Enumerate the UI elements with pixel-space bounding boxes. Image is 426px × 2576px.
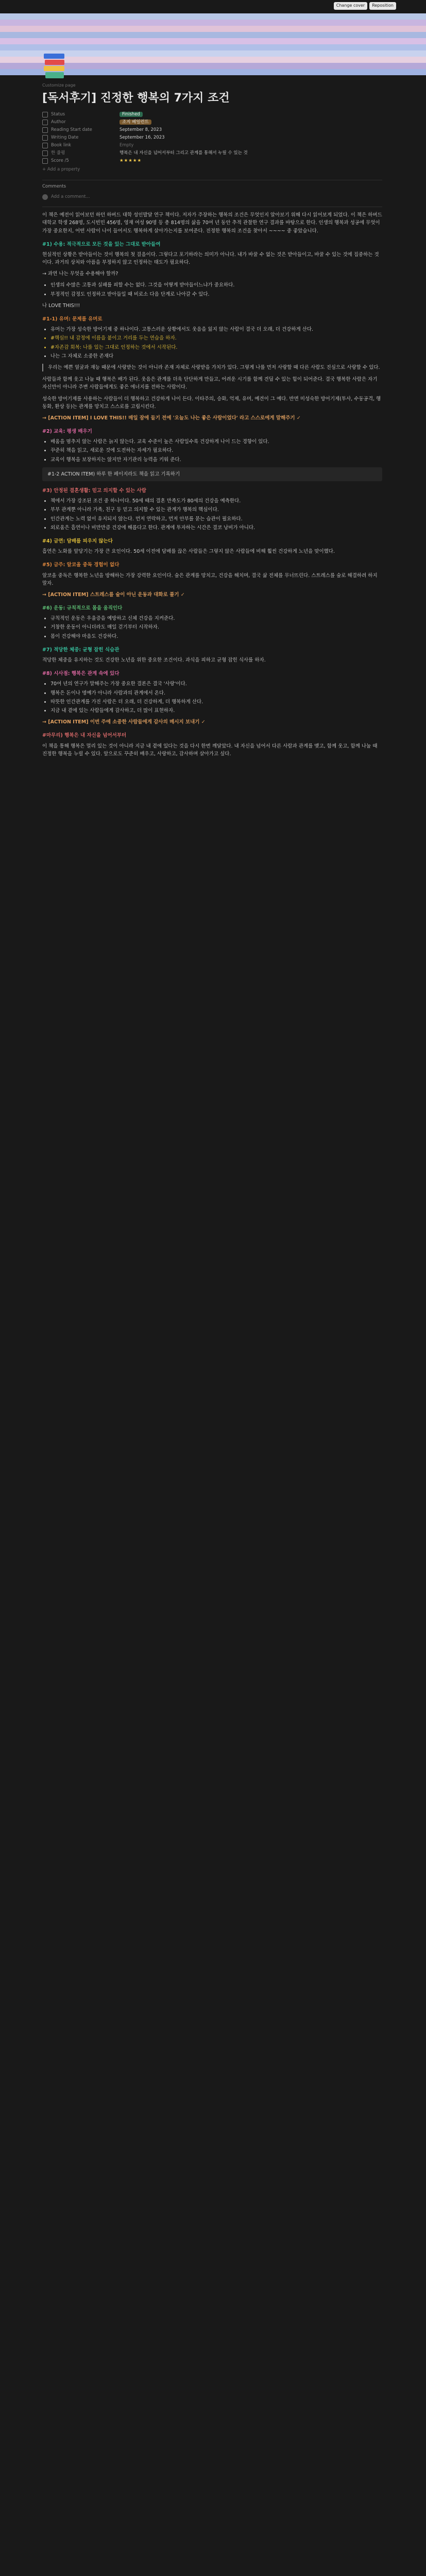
section-heading: #3) 안정된 결혼생활: 믿고 의지할 수 있는 사람: [42, 488, 146, 494]
section-heading: #7) 적당한 체중: 균형 잡힌 식습관: [42, 647, 120, 653]
bullet-list: [42, 326, 382, 360]
change-cover-button[interactable]: Change cover: [334, 2, 367, 10]
comment-placeholder: Add a comment...: [51, 194, 90, 199]
property-key-label: Reading Start date: [51, 127, 92, 133]
section-heading: #1-1) 유머: 문제를 유머로: [42, 316, 103, 323]
property-value[interactable]: [120, 134, 165, 142]
list-item: • 꾸준히 책을 읽고, 새로운 것에 도전하는 자세가 필요하다.: [50, 447, 382, 454]
paragraph: 성숙한 방어기제를 사용하는 사람들이 더 행복하고 건강하게 나이 든다. 이타주의, 승화, 억제, 유머, 예견이 그 예다. 반면 미성숙한 방어기제(투사, 수동공격, 행동화, 환상 등)는 관계를 망치고 스스로를 고립시킨다.: [42, 396, 381, 410]
list-item: • 70여 년의 연구가 말해주는 가장 중요한 결론은 결국 '사랑'이다.: [50, 680, 382, 688]
list-item: • 나는 그 자체로 소중한 존재다: [50, 352, 382, 360]
property-row[interactable]: [42, 134, 382, 142]
section-heading: #2) 교육: 평생 배우기: [42, 429, 92, 435]
list-item: • #핵심!! 내 감정에 이름을 붙이고 거리를 두는 연습을 하자.: [50, 334, 382, 342]
list-item: • 행복은 돈이나 명예가 아니라 사람과의 관계에서 온다.: [50, 689, 382, 697]
bullet-list: [42, 438, 382, 464]
list-item: • #자존감 회복: 나를 있는 그대로 인정하는 것에서 시작된다.: [50, 344, 382, 351]
action-item: → [ACTION ITEM] 이번 주에 소중한 사람들에게 감사의 메시지 보내기 ✓: [42, 719, 206, 725]
page-body: [42, 82, 382, 761]
cover-stripe: [0, 13, 426, 20]
property-value-text: September 16, 2023: [120, 135, 165, 141]
property-type-icon: [42, 150, 48, 156]
list-item: • 인간관계는 노력 없이 유지되지 않는다. 먼저 연락하고, 먼저 안부를 묻는 습관이 필요하다.: [50, 515, 382, 523]
property-type-icon: [42, 135, 48, 141]
cover-controls: [334, 2, 396, 10]
section-heading: #4) 금연: 담배를 피우지 않는다: [42, 538, 113, 544]
list-item: • 부정적인 감정도 인정하고 받아들일 때 비로소 다음 단계로 나아갈 수 있다.: [50, 291, 382, 298]
property-value[interactable]: [120, 158, 142, 165]
paragraph: 사람들과 함께 웃고 나눌 때 행복은 배가 된다. 웃음은 관계를 더욱 단단하게 만들고, 어려운 시기를 함께 견딜 수 있는 힘이 되어준다. 결국 행복한 사람은 자기 자신만이 아니라 주변 사람들에게도 좋은 에너지를 전하는 사람이다.: [42, 377, 378, 391]
property-type-icon: [42, 127, 48, 133]
add-property-button[interactable]: + Add a property: [42, 167, 80, 173]
list-item: • 거창한 운동이 아니더라도 매일 걷기부터 시작하자.: [50, 623, 382, 631]
paragraph: 흡연은 노화를 앞당기는 가장 큰 요인이다. 50세 이전에 담배를 끊은 사람들은 그렇지 않은 사람들에 비해 훨씬 건강하게 노년을 맞이했다.: [42, 549, 335, 555]
comments-heading: Comments: [42, 180, 382, 191]
customize-page-link[interactable]: Customize page: [42, 83, 76, 88]
bullet-list: [42, 615, 382, 640]
property-row[interactable]: [42, 142, 382, 149]
property-type-icon: [42, 158, 48, 164]
property-key: [42, 127, 120, 134]
property-value[interactable]: [120, 127, 162, 134]
cover-stripe: [0, 20, 426, 26]
list-item: • 지금 내 곁에 있는 사람들에게 감사하고, 더 많이 표현하자.: [50, 707, 382, 715]
quote-block: 우리는 예쁜 얼굴과 재능 때문에 사랑받는 것이 아니라 존재 자체로 사랑받을 가치가 있다. 그렇게 나를 먼저 사랑할 때 다른 사람도 진심으로 사랑할 수 있다.: [42, 364, 382, 371]
property-key: [42, 134, 120, 142]
action-item: → [ACTION ITEM] I LOVE THIS!! 매일 잠에 들기 전에 '오늘도 나는 좋은 사람이었다' 라고 스스로에게 말해주기 ✓: [42, 415, 301, 421]
list-item: • 따뜻한 인간관계를 가진 사람은 더 오래, 더 건강하게, 더 행복하게 산다.: [50, 698, 382, 706]
property-value-text: September 8, 2023: [120, 127, 162, 133]
cover-stripe: [0, 38, 426, 44]
property-key: [42, 142, 120, 149]
property-key-label: Status: [51, 112, 65, 117]
list-item: • 몸이 건강해야 마음도 건강하다.: [50, 633, 382, 640]
property-key-label: Score /5: [51, 158, 69, 164]
list-item: • 교육이 행복을 보장하지는 않지만 자기관리 능력을 키워 준다.: [50, 456, 382, 464]
section-heading: #6) 운동: 규칙적으로 몸을 움직인다: [42, 605, 123, 612]
property-list: [42, 111, 382, 165]
property-value[interactable]: [120, 119, 151, 126]
paragraph: 알코올 중독은 행복한 노년을 방해하는 가장 강력한 요인이다. 술은 관계를 망치고, 건강을 해치며, 결국 삶 전체를 무너뜨린다. 스트레스를 술로 해결하려 하지 말자.: [42, 572, 378, 586]
property-type-icon: [42, 120, 48, 125]
property-value-text: ★★★★★: [120, 158, 142, 164]
section-heading: #5) 금주: 알코올 중독 경험이 없다: [42, 562, 120, 568]
property-value[interactable]: [120, 150, 248, 157]
property-key: [42, 158, 120, 165]
property-key: [42, 119, 120, 126]
section-heading: #마무리) 행복은 내 자신을 넘어서부터: [42, 733, 127, 739]
bullet-list: [42, 497, 382, 532]
section-heading: #1) 수용: 적극적으로 모든 것을 있는 그대로 받아들여: [42, 241, 161, 247]
list-item: • 외로움은 흡연이나 비만만큼 건강에 해롭다고 한다. 관계에 투자하는 시간은 결코 낭비가 아니다.: [50, 524, 382, 532]
property-value-text: Empty: [120, 143, 134, 148]
property-value-text: 행복은 내 자신을 넘어서부터 그리고 관계를 통해서 누릴 수 있는 것: [120, 150, 248, 156]
list-item: • 배움을 멈추지 않는 사람은 늙지 않는다. 교육 수준이 높은 사람일수록 건강하게 나이 드는 경향이 있다.: [50, 438, 382, 446]
list-item: • 책에서 가장 강조된 조건 중 하나이다. 50세 때의 결혼 만족도가 80세의 건강을 예측한다.: [50, 497, 382, 505]
callout-block: #1-2 ACTION ITEM) 하루 한 페이지라도 책을 읽고 기록하기: [42, 467, 382, 481]
intro-paragraph: 이 책은 예전이 읽어보던 하던 하버드 대학 성인발달 연구 책이다. 저자가 주장하는 행복의 조건은 무엇인지 알아보기 위해 다시 읽어보게 되었다. 이 책은 하버드 대학교 학생 268명, 도시빈민 456명, 영재 여성 90명 등 총 814명의 삶을 70여 년 동안 추적 관찰한 연구 결과를 바탕으로 한다. 인생의 행복과 성공에 무엇이 가장 중요한지, 어떤 사람이 나이 들어서도 행복하게 살아가는지를 보여준다. 진정한 행복의 조건을 찾아서 ~~~~ 중 좋았습니다.: [42, 212, 382, 234]
property-key-label: 한 줄평: [51, 150, 65, 156]
paragraph: 나 LOVE THIS!!!: [42, 302, 80, 309]
list-item: • 부부 관계뿐 아니라 가족, 친구 등 믿고 의지할 수 있는 관계가 행복의 핵심이다.: [50, 506, 382, 514]
list-item: • 규칙적인 운동은 우울증을 예방하고 신체 건강을 지켜준다.: [50, 615, 382, 622]
cover-stripe: [0, 32, 426, 38]
property-value[interactable]: [120, 142, 133, 149]
section-heading: #8) 시사점: 행복은 관계 속에 있다: [42, 671, 120, 677]
property-type-icon: [42, 143, 48, 148]
book-stack-icon: [42, 52, 66, 81]
property-value-text: Finished: [120, 112, 143, 117]
list-item: • 유머는 가장 성숙한 방어기제 중 하나이다. 고통스러운 상황에서도 웃음을 잃지 않는 사람이 결국 더 오래, 더 건강하게 산다.: [50, 326, 382, 333]
action-item: → [ACTION ITEM] 스트레스를 술이 아닌 운동과 대화로 풀기 ✓: [42, 591, 185, 598]
property-key-label: Book link: [51, 143, 71, 148]
bullet-list: [42, 281, 382, 298]
paragraph: 현실적인 상황은 받아들이는 것이 행복의 첫 걸음이다. 그렇다고 포기하라는 의미가 아니다. 내가 바꿀 수 없는 것은 받아들이고, 바꿀 수 있는 것에 집중하는 것이다. 과거의 상처와 아픔을 부정하지 않고 인정하는 태도가 필요하다.: [42, 251, 379, 266]
paragraph: 이 책을 통해 행복은 멀리 있는 것이 아니라 지금 내 곁에 있다는 것을 다시 한번 깨달았다. 내 자신을 넘어서 다른 사람과 관계를 맺고, 함께 웃고, 함께 나눌 때 진정한 행복을 누릴 수 있다. 앞으로도 꾸준히 배우고, 사랑하고, 감사하며 살아가고 싶다.: [42, 743, 378, 757]
property-row[interactable]: [42, 149, 382, 157]
property-key: [42, 111, 120, 118]
property-type-icon: [42, 112, 48, 117]
property-value[interactable]: [120, 111, 143, 118]
property-row[interactable]: [42, 111, 382, 118]
paragraph: → 과연 나는 무엇을 수용해야 할까?: [42, 271, 118, 277]
property-key-label: Author: [51, 120, 66, 125]
property-key-label: Writing Date: [51, 135, 79, 141]
list-item: • 인생의 수많은 고통과 실패를 피할 수는 없다. 그것을 어떻게 받아들이느냐가 중요하다.: [50, 281, 382, 289]
page-title[interactable]: [독서후기] 진정한 행복의 7가지 조건: [42, 91, 230, 105]
cover-stripe: [0, 44, 426, 50]
property-row[interactable]: [42, 126, 382, 134]
property-row[interactable]: [42, 118, 382, 126]
reposition-button[interactable]: Reposition: [369, 2, 396, 10]
add-comment-field[interactable]: [42, 194, 382, 201]
property-value-text: 조지 베일런트: [120, 120, 151, 125]
property-key: [42, 150, 120, 157]
bullet-list: [42, 680, 382, 715]
paragraph: 적당한 체중을 유지하는 것도 건강한 노년을 위한 중요한 조건이다. 과식을 피하고 균형 잡힌 식사를 하자.: [42, 657, 266, 664]
property-row[interactable]: [42, 157, 382, 165]
cover-stripe: [0, 26, 426, 32]
avatar: [42, 194, 48, 200]
